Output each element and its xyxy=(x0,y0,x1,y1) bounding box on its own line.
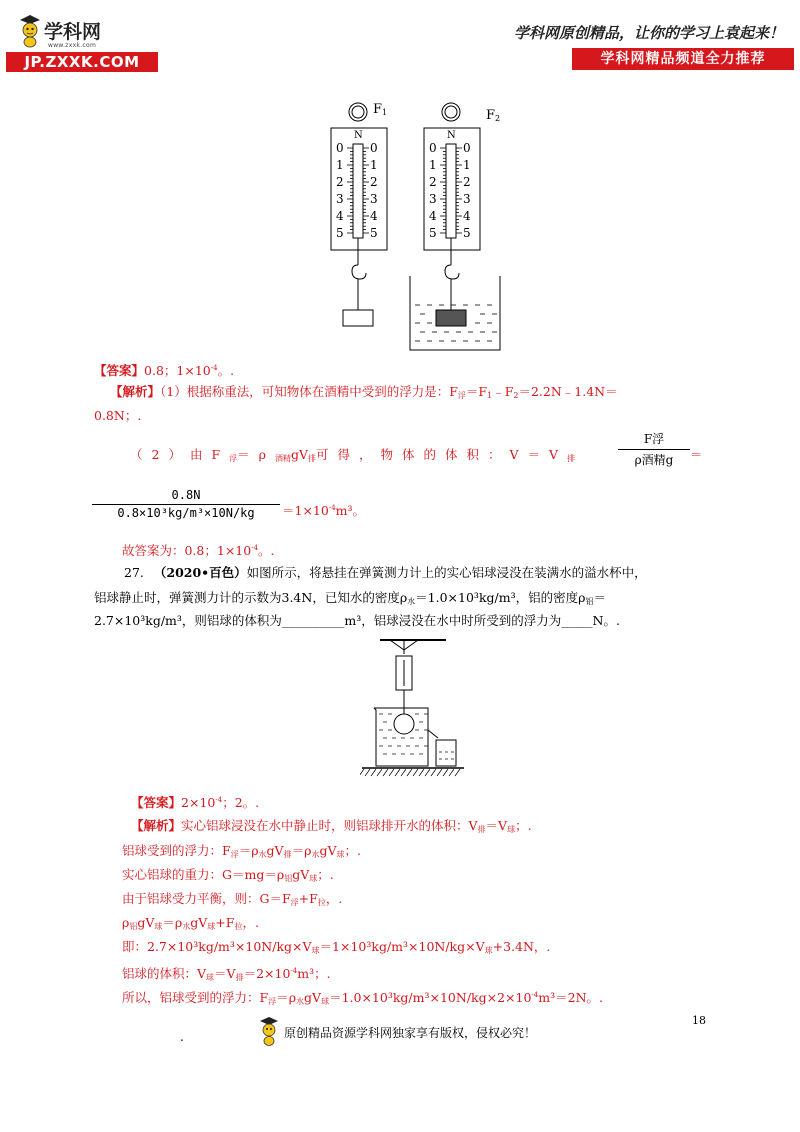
analysis-2-line-6: 即：$2.7\times 10^3kg/m^3\times 10N/kg\times V_球=1\times 10^3kg/m^3\times 10N/kg\times V_球+3.4N$，. xyxy=(122,939,551,955)
question-source: （2020•百色） xyxy=(153,565,247,580)
analysis-2-line-8: 所以，铝球受到的浮力：$F_浮=\rho_水gV_球=1.0\times 10^3kg/m^3\times 10N/kg\times 2\times 10^{-4}m^3=2N$。. xyxy=(122,990,603,1006)
logo-name: 学科网 xyxy=(44,21,102,43)
ground-hatch-line xyxy=(449,769,454,776)
ground-hatch-line xyxy=(377,769,382,776)
scale-label: 5 xyxy=(463,226,471,240)
ground-hatch-line xyxy=(413,769,418,776)
scale-label: 1 xyxy=(370,158,378,172)
ground-hatch-line xyxy=(419,769,424,776)
scale-label: 3 xyxy=(336,192,344,206)
blank-2[interactable]: _____ xyxy=(561,613,593,628)
logo-domain: JP.ZXXK.COM xyxy=(6,52,158,72)
fraction-1-denominator: ρ酒精g xyxy=(634,453,674,467)
scale-label: 0 xyxy=(336,141,344,155)
analysis-1-line-3: （2）由$F_浮=\rho_{酒精}gV_排$可得，物体的体积：$V=V_排$ xyxy=(130,447,576,463)
logo-url-small: www.zxxk.com xyxy=(48,42,97,49)
ground-hatch-line xyxy=(407,769,412,776)
figure-overflow-cup xyxy=(360,634,470,780)
question-27-line-3: 2.7×10³kg/m³，则铝球的体积为__________m³，铝球浸没在水中时所受到的浮力为_____N。. xyxy=(94,613,620,628)
header-recommend: 学科网精品频道全力推荐 xyxy=(572,48,794,70)
analysis-1-line-2: 0.8N；. xyxy=(94,408,142,423)
scale-label: 4 xyxy=(429,209,437,223)
scale-label: 2 xyxy=(463,175,471,189)
logo-mascot-icon xyxy=(18,14,42,48)
ground-hatch-line xyxy=(431,769,436,776)
answer-1: 【答案】0.8；$1\times 10^{-4}$。. xyxy=(94,363,235,378)
question-27-line-2: 铝球静止时，弹簧测力计的示数为3.4N，已知水的密度$\rho_水=1.0\times 10^3kg/m^3$，铝的密度$\rho_铝=$ xyxy=(94,590,606,606)
conclusion-1: 故答案为：0.8；$1\times 10^{-4}$。. xyxy=(122,543,275,558)
ground-hatch-line xyxy=(365,769,370,776)
scale-label: 5 xyxy=(370,226,378,240)
scale-label: 0 xyxy=(463,141,471,155)
figure-spring-scales xyxy=(325,100,505,356)
label-f2: $F_2$ xyxy=(486,108,501,123)
ground-hatch-line xyxy=(425,769,430,776)
footer-copyright: 原创精品资源学科网独家享有版权，侵权必究！ xyxy=(284,1026,537,1040)
fraction-2-denominator: 0.8×10³kg/m³×10N/kg xyxy=(117,506,255,520)
fraction-1 xyxy=(618,430,690,468)
unit-n-2: N xyxy=(447,130,456,141)
analysis-2-line-7: 铝球的体积：$V_球=V_排=2\times 10^{-4}m^3$；. xyxy=(122,966,331,982)
scale-label: 5 xyxy=(336,226,344,240)
fraction-1-numerator: F浮 xyxy=(618,430,690,450)
answer-tag: 【答案】 xyxy=(131,795,182,810)
scale-label: 2 xyxy=(429,175,437,189)
scale-label: 0 xyxy=(429,141,437,155)
page-number: 18 xyxy=(692,1014,706,1027)
scale-label: 3 xyxy=(429,192,437,206)
ground-hatch-line xyxy=(443,769,448,776)
scale-label: 1 xyxy=(429,158,437,172)
scale-label: 2 xyxy=(370,175,378,189)
footer-dot: . xyxy=(180,1030,184,1044)
analysis-2-line-4: 由于铝球受力平衡，则：$G=F_浮+F_拉$，. xyxy=(122,891,343,907)
scale-label: 4 xyxy=(370,209,378,223)
scale-label: 3 xyxy=(463,192,471,206)
overflow-cup-diagram xyxy=(360,634,470,780)
analysis-2-line-1: 【解析】实心铝球浸没在水中静止时，则铝球排开水的体积：$V_排=V_球$；. xyxy=(131,818,532,834)
scale-label: 3 xyxy=(370,192,378,206)
answer-2: 【答案】$2\times 10^{-4}$；2。. xyxy=(131,795,260,810)
analysis-tag: 【解析】 xyxy=(110,384,161,399)
ground-hatch-line xyxy=(371,769,376,776)
ground-hatch-line xyxy=(437,769,442,776)
scale-label: 4 xyxy=(463,209,471,223)
footer-mascot-icon xyxy=(258,1016,280,1046)
ground-hatch-line xyxy=(389,769,394,776)
analysis-tag: 【解析】 xyxy=(131,818,182,833)
analysis-2-line-2: 铝球受到的浮力：$F_浮=\rho_水gV_排=\rho_水gV_球$；. xyxy=(122,843,361,859)
analysis-1-result: $=1\times 10^{-4}m^3$。 xyxy=(282,503,366,518)
scale-label: 5 xyxy=(429,226,437,240)
fraction-2-numerator: 0.8N xyxy=(92,488,280,505)
fraction-2 xyxy=(92,488,280,520)
scale-label: 2 xyxy=(336,175,344,189)
scale-label: 1 xyxy=(463,158,471,172)
ground-hatch-line xyxy=(401,769,406,776)
spring-scales-diagram xyxy=(325,100,505,356)
question-number: 27. xyxy=(124,565,144,580)
label-f1: $F_1$ xyxy=(373,102,388,117)
analysis-2-line-3: 实心铝球的重力：$G=mg=\rho_铝gV_球$；. xyxy=(122,867,334,883)
ground-hatch-line xyxy=(383,769,388,776)
scale-label: 0 xyxy=(370,141,378,155)
header xyxy=(0,0,800,80)
question-27-line-1: 27. （2020•百色）如图所示，将悬挂在弹簧测力计上的实心铝球浸没在装满水的溢水杯中， xyxy=(124,565,647,580)
ground-hatch-line xyxy=(395,769,400,776)
blank-1[interactable]: __________ xyxy=(281,613,345,628)
scale-label: 1 xyxy=(336,158,344,172)
unit-n-1: N xyxy=(354,130,363,141)
equals-1: ＝ xyxy=(690,447,703,462)
ground-hatch-line xyxy=(455,769,460,776)
header-slogan: 学科网原创精品，让你的学习上袁起来！ xyxy=(513,24,784,42)
analysis-1-line-1: 【解析】（1）根据称重法，可知物体在酒精中受到的浮力是：$F_浮=F_1﹣F_2=2.2N﹣1.4N=$ xyxy=(110,384,618,400)
answer-tag: 【答案】 xyxy=(94,363,145,378)
analysis-2-line-5: $\rho_铝gV_球=\rho_水gV_球+F_拉$，. xyxy=(122,915,259,931)
ground-hatch-line xyxy=(360,769,364,776)
scale-label: 4 xyxy=(336,209,344,223)
